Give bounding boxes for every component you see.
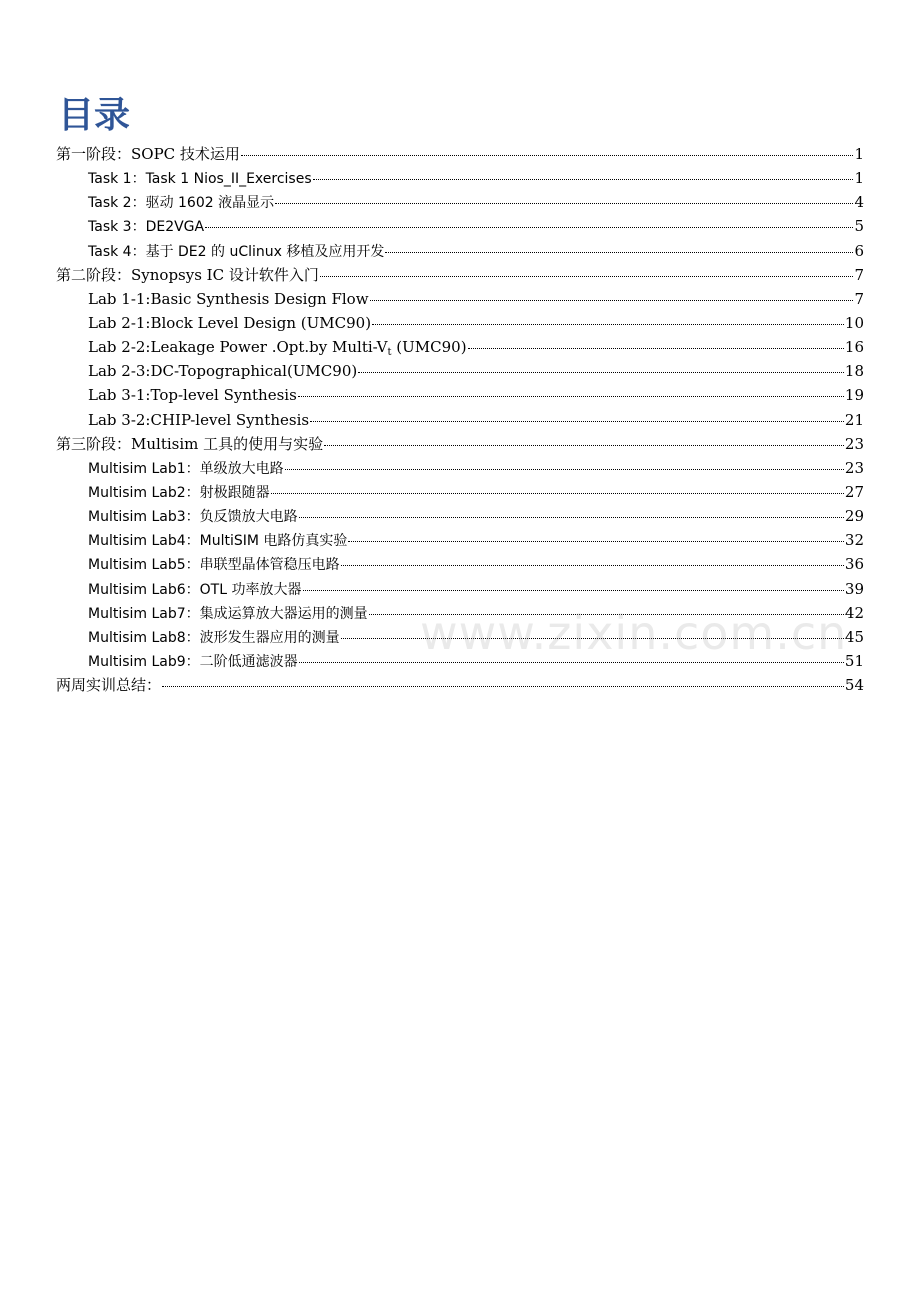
- toc-entry-title-text: Multisim Lab1：单级放大电路: [88, 460, 284, 477]
- toc-entry[interactable]: [88, 625, 864, 649]
- toc-page-number: 10: [844, 313, 864, 332]
- toc-page-number: 29: [844, 507, 864, 526]
- toc-entry[interactable]: [88, 552, 864, 576]
- toc-entry[interactable]: [88, 335, 864, 359]
- toc-heading: 目录: [58, 95, 131, 136]
- toc-list: [0, 142, 920, 697]
- dot-leader: [310, 420, 844, 422]
- toc-entry-title: [88, 311, 371, 335]
- toc-entry-title: [56, 432, 323, 456]
- dot-leader: [348, 540, 843, 542]
- dot-leader: [320, 275, 854, 277]
- toc-page-number: 36: [844, 555, 864, 574]
- toc-entry-title: [88, 359, 357, 383]
- dot-leader: [299, 516, 844, 518]
- dot-leader: [303, 589, 844, 591]
- toc-entry[interactable]: [88, 649, 864, 673]
- toc-page-number: 21: [844, 410, 864, 429]
- toc-entry-title: [88, 578, 302, 602]
- toc-entry-title-text: Lab 2-3:DC-Topographical(UMC90): [88, 362, 358, 381]
- toc-entry-title-text: Lab 3-1:Top-level Synthesis: [88, 386, 297, 405]
- toc-entry[interactable]: [88, 528, 864, 552]
- toc-entry-title: [56, 673, 161, 697]
- toc-entry-title-text: Lab 2-1:Block Level Design (UMC90): [88, 313, 372, 332]
- toc-entry-title-text: Multisim Lab5：串联型晶体管稳压电路: [88, 557, 340, 574]
- toc-entry-title-text: Task 4：基于 DE2 的 uClinux 移植及应用开发: [88, 243, 385, 260]
- toc-entry-title-text: Task 2：驱动 1602 液晶显示: [88, 195, 275, 212]
- toc-entry-title: [88, 167, 312, 191]
- toc-entry-title: [88, 215, 204, 239]
- dot-leader: [324, 444, 844, 446]
- toc-entry-title: [88, 383, 297, 407]
- toc-page-number: 51: [844, 651, 864, 670]
- toc-page-number: 39: [844, 579, 864, 598]
- toc-entry-title: [88, 529, 347, 553]
- dot-leader: [341, 564, 844, 566]
- toc-page-number: 7: [854, 265, 864, 284]
- toc-entry[interactable]: [88, 601, 864, 625]
- toc-entry-title: [88, 553, 340, 577]
- toc-page-number: 7: [854, 289, 864, 308]
- dot-leader: [271, 492, 844, 494]
- toc-entry[interactable]: [88, 577, 864, 601]
- toc-entry[interactable]: [88, 166, 864, 190]
- dot-leader: [468, 347, 844, 349]
- dot-leader: [341, 637, 844, 639]
- toc-entry-title: [56, 142, 240, 166]
- toc-page-number: 19: [844, 386, 864, 405]
- toc-page-number: 54: [844, 676, 864, 695]
- dot-leader: [298, 395, 844, 397]
- toc-page-number: 23: [844, 458, 864, 477]
- toc-entry-title-text: Multisim Lab6：OTL 功率放大器: [88, 581, 302, 598]
- toc-entry-title-text: Multisim Lab3：负反馈放大电路: [88, 509, 298, 526]
- toc-entry[interactable]: [88, 287, 864, 311]
- toc-entry[interactable]: [56, 263, 864, 287]
- toc-entry-title: [88, 505, 298, 529]
- dot-leader: [162, 685, 844, 687]
- toc-entry[interactable]: [88, 456, 864, 480]
- toc-entry-title: [88, 457, 284, 481]
- toc-entry-title-text: 第一阶段：SOPC 技术运用: [56, 145, 240, 163]
- toc-entry[interactable]: [88, 480, 864, 504]
- toc-entry-title-text: 第二阶段：Synopsys IC 设计软件入门: [56, 265, 319, 284]
- dot-leader: [205, 226, 853, 228]
- toc-page-number: 4: [854, 193, 864, 212]
- dot-leader: [299, 661, 844, 663]
- dot-leader: [358, 371, 844, 373]
- toc-entry-title: [56, 263, 319, 287]
- dot-leader: [385, 251, 853, 253]
- toc-entry-title-text: 第三阶段：Multisim 工具的使用与实验: [56, 434, 324, 453]
- toc-entry-title-text: Lab 3-2:CHIP-level Synthesis: [88, 410, 310, 429]
- toc-entry-title: [88, 191, 274, 215]
- toc-entry[interactable]: [56, 673, 864, 697]
- toc-page-number: 5: [854, 217, 864, 236]
- toc-entry-title-text: Lab 1-1:Basic Synthesis Design Flow: [88, 289, 369, 308]
- toc-page-number: 18: [844, 362, 864, 381]
- toc-entry[interactable]: [56, 142, 864, 166]
- toc-entry-title-text: Multisim Lab2：射极跟随器: [88, 484, 270, 501]
- toc-entry[interactable]: [88, 359, 864, 383]
- toc-entry-title: [88, 650, 298, 674]
- toc-entry-title-text: Multisim Lab7：集成运算放大器运用的测量: [88, 605, 368, 622]
- toc-entry-title-text: 两周实训总结：: [56, 676, 162, 695]
- toc-page-number: 6: [854, 241, 864, 260]
- toc-entry[interactable]: [88, 239, 864, 263]
- dot-leader: [275, 202, 853, 204]
- toc-entry-title-text: Task 1：Task 1 Nios_II_Exercises: [88, 171, 312, 188]
- toc-entry[interactable]: [88, 311, 864, 335]
- toc-page-number: 27: [844, 482, 864, 501]
- toc-entry-title: [88, 408, 309, 432]
- toc-page-number: 23: [844, 434, 864, 453]
- toc-entry-title: [88, 481, 270, 505]
- toc-entry-subscript: t: [387, 347, 392, 359]
- watermark: www.zixin.com.cn: [420, 606, 848, 660]
- dot-leader: [313, 178, 854, 180]
- dot-leader: [372, 323, 844, 325]
- toc-entry-title-text: Multisim Lab8：波形发生器应用的测量: [88, 629, 340, 646]
- toc-entry-title-text: Task 3：DE2VGA: [88, 219, 205, 236]
- dot-leader: [285, 468, 844, 470]
- dot-leader: [370, 299, 854, 301]
- toc-page-number: 1: [854, 169, 864, 188]
- toc-entry[interactable]: [88, 190, 864, 214]
- toc-page-number: 16: [844, 338, 864, 357]
- toc-entry-title-suffix: (UMC90): [391, 338, 467, 357]
- toc-entry[interactable]: [56, 432, 864, 456]
- toc-entry[interactable]: [88, 504, 864, 528]
- toc-entry-title-text: Multisim Lab4：MultiSIM 电路仿真实验: [88, 533, 348, 550]
- toc-entry[interactable]: [88, 383, 864, 407]
- dot-leader: [369, 613, 844, 615]
- dot-leader: [241, 154, 854, 156]
- toc-page-number: 45: [844, 627, 864, 646]
- toc-entry-title: [88, 287, 369, 311]
- toc-entry-title: [88, 240, 384, 264]
- toc-entry[interactable]: [88, 214, 864, 238]
- toc-page-number: 1: [854, 145, 864, 163]
- toc-entry-title-text: Multisim Lab9：二阶低通滤波器: [88, 653, 298, 670]
- toc-entry-title: [88, 626, 340, 650]
- toc-page-number: 32: [844, 531, 864, 550]
- toc-entry-title-text: Lab 2-2:Leakage Power .Opt.by Multi-V: [88, 338, 388, 357]
- toc-entry-title: [88, 602, 368, 626]
- toc-entry[interactable]: [88, 408, 864, 432]
- toc-page-number: 42: [844, 603, 864, 622]
